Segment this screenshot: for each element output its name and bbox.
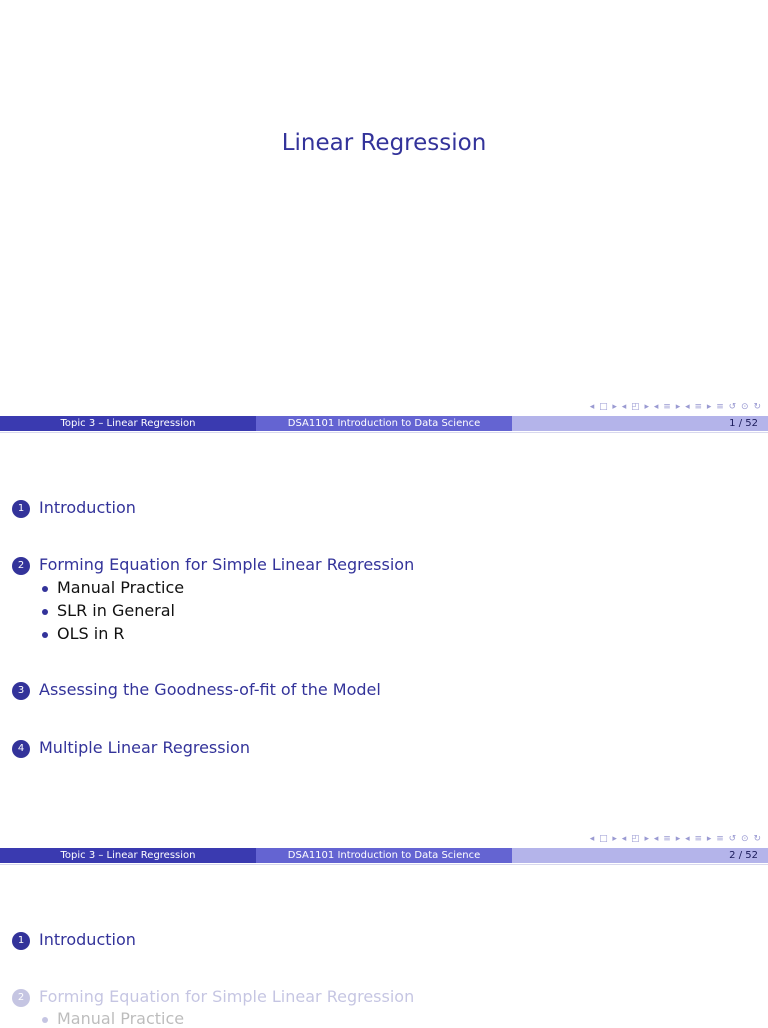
outline-section-1-current[interactable]: 1 Introduction — [12, 930, 136, 950]
footer-course: DSA1101 Introduction to Data Science — [256, 848, 512, 863]
outline-section-1[interactable]: 1 Introduction — [12, 498, 136, 518]
section-number-badge: 1 — [12, 500, 30, 518]
outline-section-2[interactable]: 2 Forming Equation for Simple Linear Regression — [12, 555, 414, 575]
slide-footer — [0, 416, 768, 431]
bullet-icon — [42, 609, 48, 615]
outline-section-2-faded[interactable]: 2 Forming Equation for Simple Linear Regression — [12, 987, 414, 1007]
slide-divider — [0, 864, 768, 865]
footer-topic: Topic 3 – Linear Regression — [0, 848, 256, 863]
slide-footer — [0, 848, 768, 863]
section-number-badge: 2 — [12, 989, 30, 1007]
footer-page-number: 1 / 52 — [512, 416, 768, 431]
section-number-badge: 3 — [12, 682, 30, 700]
footer-page-number: 2 / 52 — [512, 848, 768, 863]
outline-section-4[interactable]: 4 Multiple Linear Regression — [12, 738, 250, 758]
footer-topic: Topic 3 – Linear Regression — [0, 416, 256, 431]
bullet-icon — [42, 632, 48, 638]
bullet-icon — [42, 586, 48, 592]
slide-title: Linear Regression — [281, 130, 487, 156]
section-number-badge: 4 — [12, 740, 30, 758]
outline-subsection[interactable]: SLR in General — [42, 601, 175, 620]
beamer-nav-icons[interactable]: ◂ □ ▸ ◂ ◰ ▸ ◂ ≡ ▸ ◂ ≡ ▸ ≡ ↺ ⊙ ↻ — [589, 834, 762, 844]
outline-subsection[interactable]: OLS in R — [42, 624, 125, 643]
section-number-badge: 1 — [12, 932, 30, 950]
footer-course: DSA1101 Introduction to Data Science — [256, 416, 512, 431]
outline-subsection-faded[interactable]: Manual Practice — [42, 1009, 184, 1028]
beamer-nav-icons[interactable]: ◂ □ ▸ ◂ ◰ ▸ ◂ ≡ ▸ ◂ ≡ ▸ ≡ ↺ ⊙ ↻ — [589, 402, 762, 412]
outline-subsection[interactable]: Manual Practice — [42, 578, 184, 597]
bullet-icon — [42, 1017, 48, 1023]
outline-section-3[interactable]: 3 Assessing the Goodness-of-fit of the Model — [12, 680, 381, 700]
slide-divider — [0, 432, 768, 433]
section-number-badge: 2 — [12, 557, 30, 575]
